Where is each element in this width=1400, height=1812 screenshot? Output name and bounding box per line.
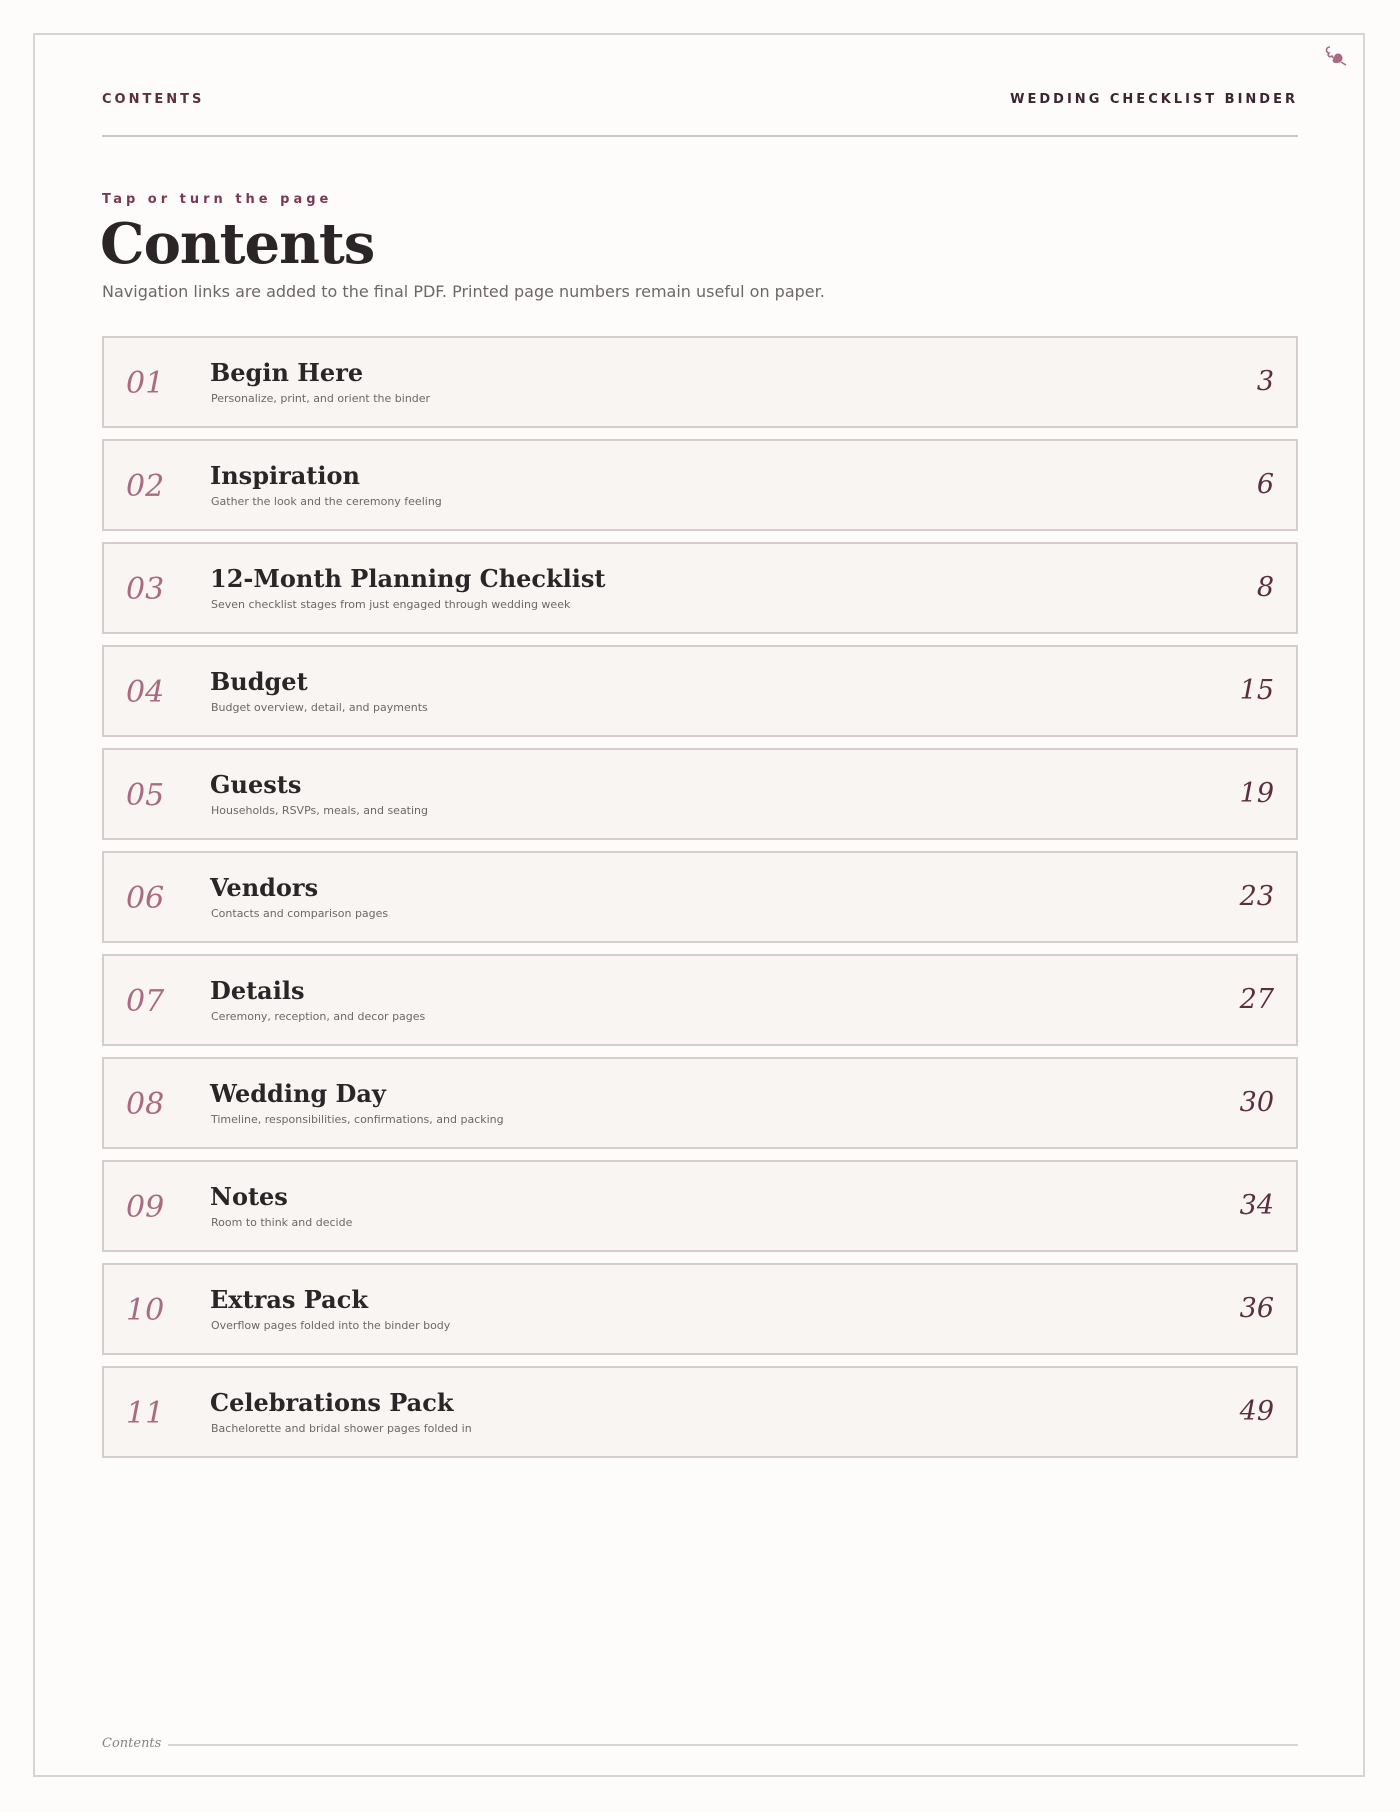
toc-item-page-number: 27: [1239, 984, 1274, 1015]
toc-item-description: Timeline, responsibilities, confirmations, and packing: [211, 1113, 504, 1126]
toc-item-description: Seven checklist stages from just engaged through wedding week: [211, 598, 571, 611]
toc-item-description: Personalize, print, and orient the binder: [211, 392, 431, 405]
toc-item-title: Notes: [210, 1182, 288, 1211]
footer-label: Contents: [102, 1736, 162, 1751]
toc-item-number: 02: [126, 469, 165, 504]
toc-item-title: Details: [210, 976, 305, 1005]
toc-item-planning-checklist[interactable]: [102, 542, 1298, 634]
toc-item-description: Gather the look and the ceremony feeling: [211, 495, 442, 508]
toc-item-page-number: 30: [1239, 1087, 1274, 1118]
toc-item-title: Wedding Day: [210, 1079, 386, 1108]
toc-item-title: Vendors: [210, 873, 319, 902]
eyebrow-text: Tap or turn the page: [102, 192, 333, 207]
toc-item-title: Inspiration: [210, 461, 360, 490]
toc-item-number: 11: [126, 1396, 165, 1431]
toc-item-extras-pack[interactable]: [102, 1263, 1298, 1355]
toc-item-description: Budget overview, detail, and payments: [211, 701, 428, 714]
toc-item-description: Overflow pages folded into the binder body: [211, 1319, 451, 1332]
floral-ornament-icon: [1322, 44, 1348, 70]
toc-item-description: Contacts and comparison pages: [211, 907, 389, 920]
toc-item-inspiration[interactable]: [102, 439, 1298, 531]
toc-item-page-number: 8: [1256, 572, 1274, 603]
toc-item-number: 01: [126, 366, 165, 401]
toc-item-page-number: 36: [1239, 1293, 1274, 1324]
toc-item-title: Guests: [210, 770, 302, 799]
toc-item-description: Bachelorette and bridal shower pages folded in: [211, 1422, 472, 1435]
page-title: Contents: [100, 211, 375, 277]
toc-item-description: Room to think and decide: [211, 1216, 353, 1229]
toc-item-title: 12-Month Planning Checklist: [210, 564, 606, 593]
toc-item-number: 03: [126, 572, 165, 607]
toc-item-details[interactable]: [102, 954, 1298, 1046]
toc-item-number: 10: [126, 1293, 165, 1328]
toc-item-notes[interactable]: [102, 1160, 1298, 1252]
toc-item-number: 04: [126, 675, 165, 710]
toc-item-number: 08: [126, 1087, 165, 1122]
toc-item-page-number: 34: [1239, 1190, 1274, 1221]
footer-divider: [168, 1744, 1298, 1746]
toc-item-title: Begin Here: [210, 358, 364, 387]
toc-item-budget[interactable]: [102, 645, 1298, 737]
page-subtitle: Navigation links are added to the final PDF. Printed page numbers remain useful on paper.: [102, 282, 825, 301]
toc-item-title: Celebrations Pack: [210, 1388, 454, 1417]
running-head-section: CONTENTS: [102, 92, 205, 107]
header-divider: [102, 135, 1298, 137]
toc-list: [102, 336, 1298, 1469]
toc-item-number: 06: [126, 881, 165, 916]
toc-item-guests[interactable]: [102, 748, 1298, 840]
toc-item-title: Extras Pack: [210, 1285, 368, 1314]
toc-item-page-number: 3: [1256, 366, 1274, 397]
toc-item-page-number: 49: [1239, 1396, 1274, 1427]
running-head-binder-title: WEDDING CHECKLIST BINDER: [1010, 92, 1298, 107]
toc-item-number: 05: [126, 778, 165, 813]
toc-item-wedding-day[interactable]: [102, 1057, 1298, 1149]
toc-item-celebrations-pack[interactable]: [102, 1366, 1298, 1458]
toc-item-description: Ceremony, reception, and decor pages: [211, 1010, 426, 1023]
toc-item-number: 09: [126, 1190, 165, 1225]
toc-item-number: 07: [126, 984, 165, 1019]
toc-item-begin-here[interactable]: [102, 336, 1298, 428]
toc-item-page-number: 15: [1239, 675, 1274, 706]
toc-item-page-number: 6: [1256, 469, 1274, 500]
toc-item-description: Households, RSVPs, meals, and seating: [211, 804, 429, 817]
toc-item-page-number: 19: [1239, 778, 1274, 809]
toc-item-title: Budget: [210, 667, 308, 696]
toc-item-vendors[interactable]: [102, 851, 1298, 943]
toc-item-page-number: 23: [1239, 881, 1274, 912]
